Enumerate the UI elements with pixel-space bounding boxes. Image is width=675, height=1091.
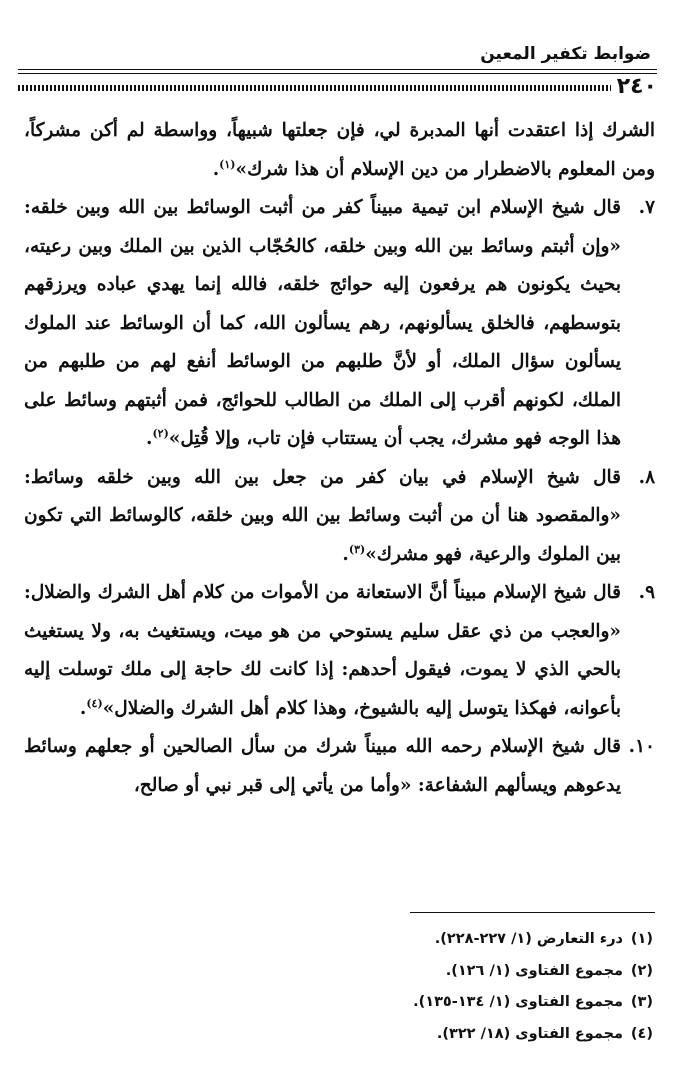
page-number-ornament xyxy=(18,85,611,91)
running-title: ضوابط تكفير المعين xyxy=(480,44,651,64)
list-item: ٨. قال شيخ الإسلام في بيان كفر من جعل بين الله وبين خلقه وسائط: «والمقصود هنا أن من أثبت وسائط بين الله وبين خلقه، كالوسائط التي تكون بين الملوك والرعية، فهو مشرك»$^{(٣)}$. xyxy=(24,459,655,575)
intro-paragraph: الشرك إذا اعتقدت أنها المدبرة لي، فإن جعلتها شبيهاً، وواسطة لم أكن مشركاً، ومن المعلوم بالاضطرار من دين الإسلام أن هذا شرك»$^{(١)}$. xyxy=(24,120,655,180)
footnote-ref: (١) xyxy=(219,157,236,171)
item-number: ٩. xyxy=(638,582,655,603)
header-rule-double xyxy=(18,73,657,74)
footnote xyxy=(24,987,653,1019)
intro-text: الشرك إذا اعتقدت أنها المدبرة لي، فإن جعلتها شبيهاً، وواسطة لم أكن مشركاً، ومن المعلوم بالاضطرار من دين الإسلام أن هذا شرك» xyxy=(24,120,655,180)
footnote-number: (١) xyxy=(630,931,653,947)
item-number: ٧. xyxy=(638,197,655,218)
item-text: قال شيخ الإسلام مبيناً أنَّ الاستعانة من الأموات من كلام أهل الشرك والضلال: «والعجب من ذي عقل سليم يستوحي من هو ميت، ويستغيث به، ولا يستغيث بالحي الذي لا يموت، فيقول أحدهم: إذا كانت لك حاجة إلى ملك توسلت إليه بأعوانه، فهكذا يتوسل إليه بالشيوخ، وهذا كلام أهل الشرك والضلال» xyxy=(24,582,621,719)
footnote-text: درء التعارض (١/ ٢٢٧-٢٢٨). xyxy=(434,931,623,947)
footnote xyxy=(24,956,653,988)
item-number: ٨. xyxy=(638,466,655,488)
list-item: ٩. قال شيخ الإسلام مبيناً أنَّ الاستعانة من الأموات من كلام أهل الشرك والضلال: «والعجب من ذي عقل سليم يستوحي من هو ميت، ويستغيث به، ولا يستغيث بالحي الذي لا يموت، فيقول أحدهم: إذا كانت لك حاجة إلى ملك توسلت إليه بأعوانه، فهكذا يتوسل إليه بالشيوخ، وهذا كلام أهل الشرك والضلال»$^{(٤)}$. xyxy=(24,574,655,728)
footnote-number: (٣) xyxy=(630,994,653,1010)
footnote-text: مجموع الفتاوى (١/ ١٣٤-١٣٥). xyxy=(413,994,623,1010)
footnote-ref: (٣) xyxy=(348,542,366,556)
footnote xyxy=(24,1019,653,1051)
footnote xyxy=(24,924,653,956)
footnote-number: (٤) xyxy=(630,1025,653,1042)
page-number-row xyxy=(18,76,657,98)
page-number: ٢٤٠ xyxy=(616,74,657,99)
list-item: ٧. قال شيخ الإسلام ابن تيمية مبيناً كفر من أثبت الوسائط بين الله وبين خلقه: «وإن أثبتم وسائط بين الله وبين خلقه، كالحُجّاب الذين بين الملك وبين رعيته، بحيث يكونون هم يرفعون إليه حوائج خلقه، فالله إنما يهدي عباده ويرزقهم بتوسطهم، فالخلق يسألونهم، رهم يسألون الله، كما أن الوسائط عند الملوك يسألون سؤال الملك، أو لأنَّ طلبهم من الوسائط أنفع لهم من طلبهم من الملك، لكونهم أقرب إلى الملك من الطالب للحوائج، فمن أثبتهم وسائط على هذا الوجه فهو مشرك، يجب أن يستتاب فإن تاب، وإلا قُتِل»$^{(٢)}$. xyxy=(24,189,655,459)
item-text: قال شيخ الإسلام رحمه الله مبيناً شرك من سأل الصالحين أو جعلهم وسائط يدعوهم ويسألهم الشفاعة: «وأما من يأتي إلى قبر نبي أو صالح، xyxy=(24,736,621,796)
item-text: قال شيخ الإسلام ابن تيمية مبيناً كفر من أثبت الوسائط بين الله وبين خلقه: «وإن أثبتم وسائط بين الله وبين خلقه، كالحُجّاب الذين بين الملك وبين رعيته، بحيث يكونون هم يرفعون إليه حوائج خلقه، فالله إنما يهدي عباده ويرزقهم بتوسطهم، فالخلق يسألونهم، رهم يسألون الله، كما أن الوسائط عند الملوك يسألون سؤال الملك، أو لأنَّ طلبهم من الوسائط أنفع لهم من طلبهم من الملك، لكونهم أقرب إلى الملك من الطالب للحوائج، فمن أثبتهم وسائط على هذا الوجه فهو مشرك، يجب أن يستتاب فإن تاب، وإلا قُتِل» xyxy=(24,197,621,449)
item-number: ١٠. xyxy=(628,736,655,757)
footnote-text: مجموع الفتاوى (١/ ١٢٦). xyxy=(445,962,623,979)
main-text xyxy=(24,112,655,805)
footnote-separator xyxy=(410,912,655,913)
footnote-ref: (٤) xyxy=(86,696,103,710)
header-rule xyxy=(18,69,657,70)
footnote-ref: (٢) xyxy=(152,426,169,440)
list-item xyxy=(24,728,655,805)
footnotes xyxy=(24,924,653,1050)
footnote-number: (٢) xyxy=(630,962,653,979)
running-header xyxy=(18,44,657,99)
item-text: قال شيخ الإسلام في بيان كفر من جعل بين الله وبين خلقه وسائط: «والمقصود هنا أن من أثبت وسائط بين الله وبين خلقه، كالوسائط التي تكون بين الملوك والرعية، فهو مشرك» xyxy=(24,466,621,565)
footnote-text: مجموع الفتاوى (١٨/ ٣٢٢). xyxy=(436,1025,623,1042)
